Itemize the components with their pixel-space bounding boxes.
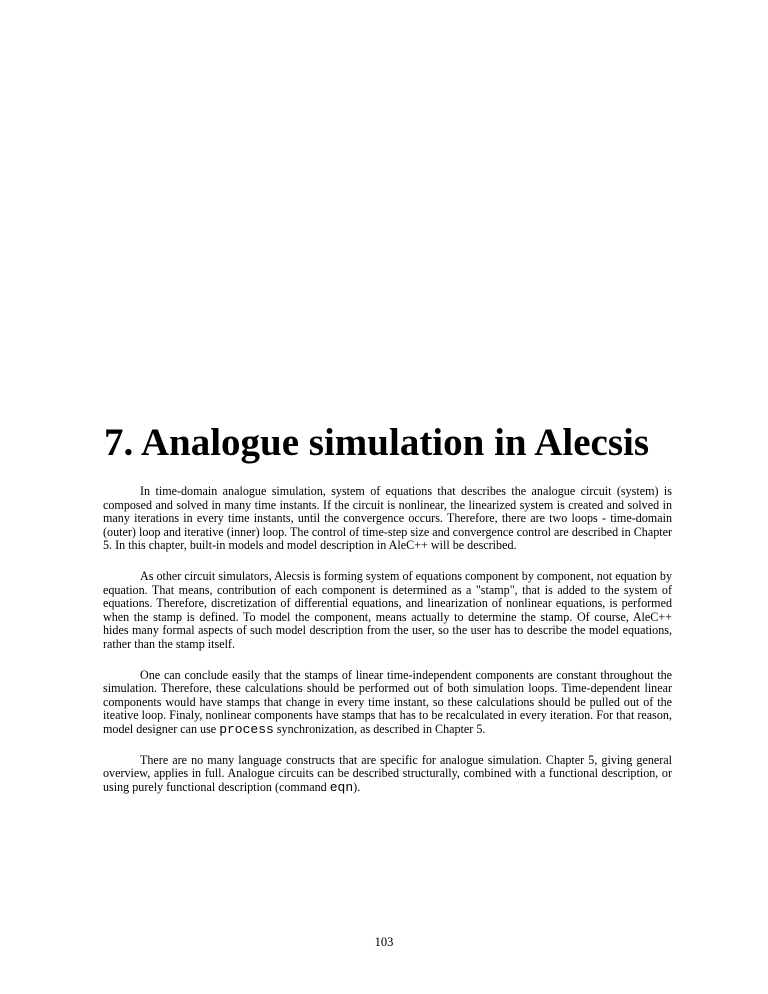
page-number: 103 xyxy=(374,935,394,949)
paragraph-intro: In time-domain analogue simulation, system of equations that describes the analogue circuit (system) is composed and solved in many time instants. If the circuit is nonlinear, the linearized system is created and solved in many iterations in every time instants, until the convergence occurs. Therefore, there are two loops - time-domain (outer) loop and iterative (inner) loop. The control of time-step size and convergence control are described in Chapter 5. In this chapter, built-in models and model description in AleC++ will be described. xyxy=(103,484,672,553)
chapter-body xyxy=(103,485,672,811)
paragraph-process-sync xyxy=(103,669,672,737)
paragraph-text: One can conclude easily that the stamps of linear time-independent components are constant throughout the simulation. Therefore, these calculations should be performed out of both simulation loops. Time-dependent linear components would have stamps that change in every time instant, so these calculations should be pulled out of the iteative loop. Finaly, nonlinear components have stamps that has to be recalculated in every iteration. For that reason, model designer can use xyxy=(103,667,672,736)
paragraph-language-constructs xyxy=(103,754,672,795)
paragraph-text: synchronization, as described in Chapter 5. xyxy=(273,721,486,736)
paragraph-stamps: As other circuit simulators, Alecsis is forming system of equations component by component, not equation by equation. That means, contribution of each component is determined as a "stamp", that is added to the system of equations. Therefore, discretization of differential equations, and linearization of nonlinear equations, is performed when the stamp is defined. To model the component, means actually to determine the stamp. Of course, AleC++ hides many formal aspects of such model description from the user, so the user has to describe the model equations, rather than the stamp itself. xyxy=(103,568,672,651)
code-keyword-process: process xyxy=(219,721,274,737)
code-keyword-eqn: eqn xyxy=(329,779,354,795)
paragraph-text: There are no many language constructs that are specific for analogue simulation. Chapter 5, giving general overview, applies in full. Analogue circuits can be described structurally, combined with a functional description, or using purely functional description (command xyxy=(103,752,672,794)
chapter-title: 7. Analogue simulation in Alecsis xyxy=(104,421,650,464)
paragraph-text: ). xyxy=(353,779,361,794)
